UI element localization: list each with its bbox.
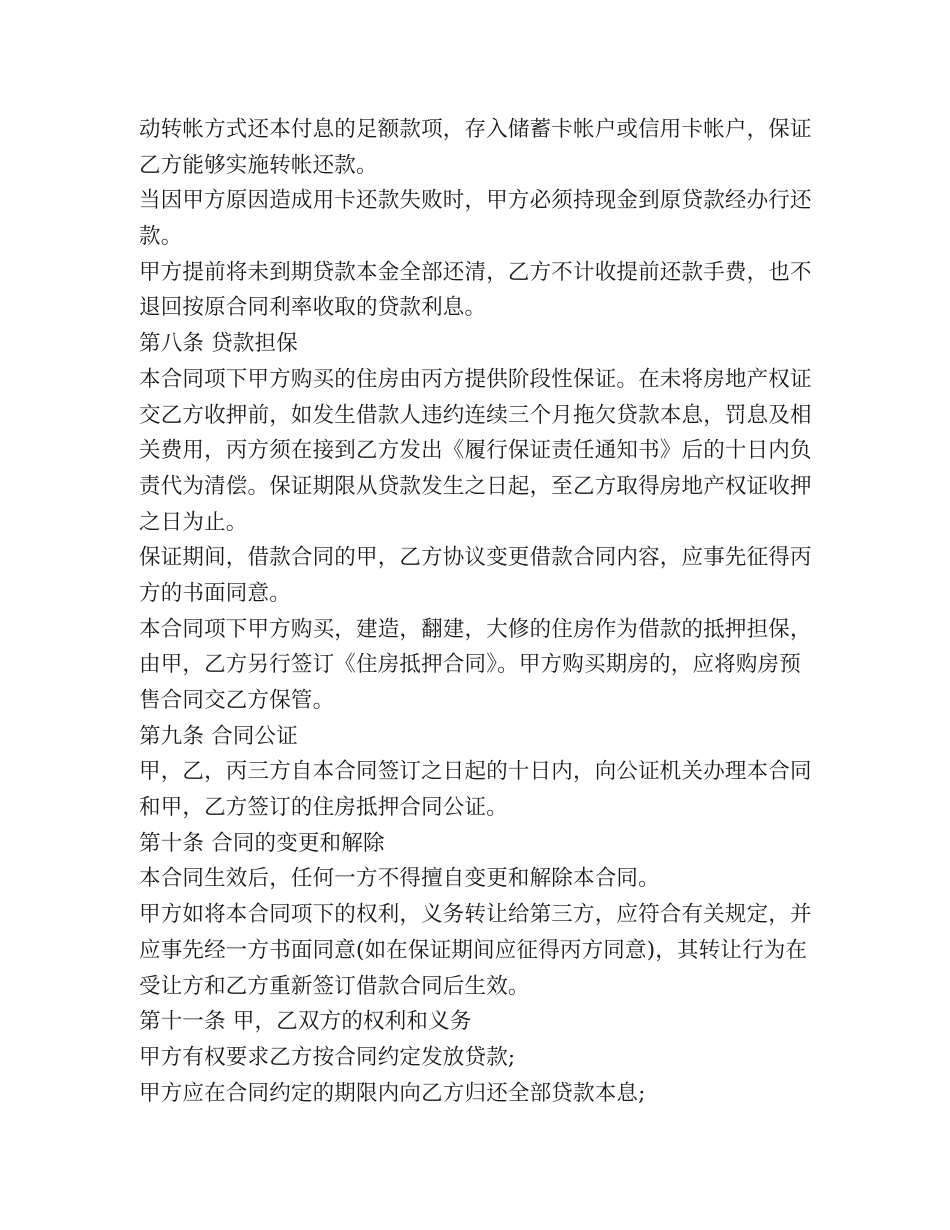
text-line: 甲方有权要求乙方按合同约定发放贷款; — [139, 1044, 516, 1070]
text-line: 保证期间，借款合同的甲，乙方协议变更借款合同内容，应事先征得丙 — [139, 545, 812, 571]
paragraph — [139, 540, 815, 611]
text-line: 责代为清偿。保证期限从贷款发生之日起，至乙方取得房地产权证收押 — [139, 473, 812, 499]
text-line: 款。 — [139, 224, 183, 250]
paragraph — [139, 612, 815, 719]
text-line: 和甲，乙方签订的住房抵押合同公证。 — [139, 795, 508, 821]
text-line: 应事先经一方书面同意(如在保证期间应征得丙方同意)，其转让行为在 — [139, 937, 808, 963]
paragraph — [139, 1076, 815, 1112]
paragraph — [139, 112, 815, 183]
text-line: 受让方和乙方重新签订借款合同后生效。 — [139, 973, 530, 999]
paragraph — [139, 183, 815, 254]
paragraph — [139, 255, 815, 326]
section-heading: 第十一条 甲，乙双方的权利和义务 — [139, 1009, 472, 1035]
paragraph — [139, 754, 815, 825]
text-line: 当因甲方原因造成用卡还款失败时，甲方必须持现金到原贷款经办行还 — [139, 188, 812, 214]
text-line: 由甲，乙方另行签订《住房抵押合同》。甲方购买期房的，应将购房预 — [139, 652, 801, 678]
text-line: 交乙方收押前，如发生借款人违约连续三个月拖欠贷款本息，罚息及相 — [139, 402, 812, 428]
text-line: 本合同项下甲方购买的住房由丙方提供阶段性保证。在未将房地产权证 — [139, 366, 812, 392]
text-line: 本合同项下甲方购买，建造，翻建，大修的住房作为借款的抵押担保， — [139, 616, 812, 642]
text-line: 甲，乙，丙三方自本合同签订之日起的十日内，向公证机关办理本合同 — [139, 759, 812, 785]
text-line: 甲方提前将未到期贷款本金全部还清，乙方不计收提前还款手费，也不 — [139, 259, 812, 285]
text-line: 动转帐方式还本付息的足额款项，存入储蓄卡帐户或信用卡帐户，保证 — [139, 117, 812, 142]
text-line: 售合同交乙方保管。 — [139, 688, 335, 713]
text-line: 乙方能够实施转帐还款。 — [139, 152, 378, 178]
document-body — [139, 112, 815, 1111]
text-line: 方的书面同意。 — [139, 580, 291, 606]
paragraph — [139, 1040, 815, 1076]
text-line: 关费用，丙方须在接到乙方发出《履行保证责任通知书》后的十日内负 — [139, 438, 812, 464]
paragraph — [139, 897, 815, 1004]
section-heading: 第十条 合同的变更和解除 — [139, 830, 385, 856]
paragraph — [139, 861, 815, 897]
text-line: 之日为止。 — [139, 509, 248, 535]
section-heading: 第九条 合同公证 — [139, 723, 298, 749]
text-line: 甲方应在合同约定的期限内向乙方归还全部贷款本息; — [139, 1080, 646, 1106]
section-heading: 第八条 贷款担保 — [139, 331, 298, 357]
text-line: 甲方如将本合同项下的权利，义务转让给第三方，应符合有关规定，并 — [139, 902, 812, 928]
text-line: 退回按原合同利率收取的贷款利息。 — [139, 295, 487, 321]
paragraph — [139, 362, 815, 540]
text-line: 本合同生效后，任何一方不得擅自变更和解除本合同。 — [139, 866, 660, 892]
